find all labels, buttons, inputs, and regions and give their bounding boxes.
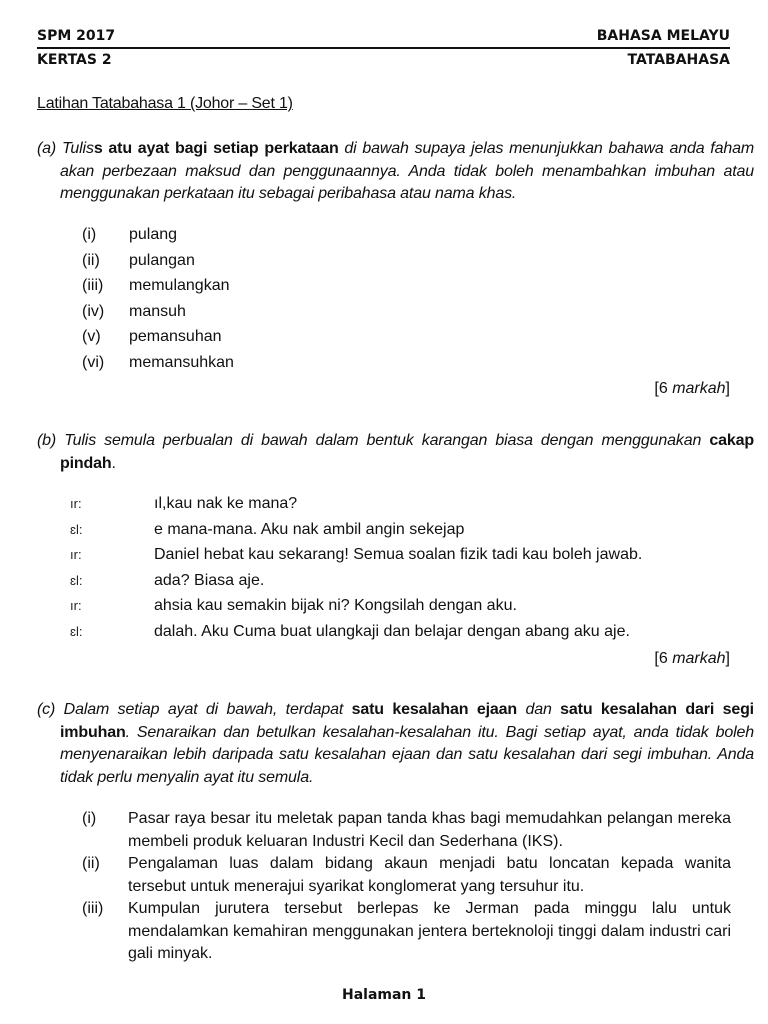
dialog-speaker: ır: (70, 547, 82, 562)
page-header (37, 28, 730, 72)
dialog-line (70, 521, 642, 547)
item-number: (i) (82, 226, 97, 243)
section-b-label: (b) (37, 432, 57, 449)
list-item (82, 808, 731, 853)
item-sentence: Kumpulan jurutera tersebut berlepas ke Jerman pada minggu lalu untuk mendalamkan kemahiran menggunakan jentera berteknoloji tinggi dalam industri cari gali minyak. (128, 900, 731, 962)
section-c-text-3: . Senaraikan dan betulkan kesalahan-kesalahan itu. Bagi setiap ayat, anda tidak boleh menyenaraikan lebih daripada satu kesalahan ejaan dan satu kesalahan dari segi imbuhan. Anda tidak perlu menyalin ayat itu semula. (60, 723, 754, 786)
section-c-bold-1: satu kesalahan ejaan (351, 701, 518, 718)
dialog-speaker: ır: (70, 496, 82, 511)
dialog-text: e mana-mana. Aku nak ambil angin sekejap (154, 520, 465, 538)
list-item (82, 898, 731, 966)
item-number: (iv) (82, 302, 105, 320)
section-a-instructions (37, 138, 754, 206)
section-b-instructions (37, 430, 754, 475)
section-b-text-2: . (111, 454, 116, 472)
dialog-speaker: ɛl: (70, 623, 83, 639)
section-b-marks (654, 650, 730, 668)
marks-prefix: [6 (654, 380, 673, 397)
dialog-text: ahsia kau semakin bijak ni? Kongsilah dengan aku. (154, 597, 517, 614)
section-c-text-1: Dalam setiap ayat di bawah, terdapat (63, 701, 352, 718)
item-number: (ii) (82, 855, 100, 872)
exam-year: SPM 2017 (37, 28, 116, 44)
page-footer: Halaman 1 (341, 987, 427, 1003)
header-row-top (37, 28, 730, 49)
list-item (82, 277, 234, 303)
header-row-bottom (37, 49, 730, 72)
item-word: pulangan (129, 251, 195, 269)
dialog-speaker: ır: (70, 598, 82, 613)
dialog-speaker: ɛl: (70, 572, 83, 588)
section-a-marks (654, 380, 730, 398)
dialog-line (70, 546, 642, 572)
item-number: (iii) (82, 900, 104, 917)
marks-prefix: [6 (654, 650, 673, 667)
dialog-line (70, 572, 642, 598)
item-word: memansuhkan (129, 353, 234, 371)
section-c-label: (c) (37, 701, 56, 718)
item-word: mansuh (129, 302, 186, 320)
item-number: (v) (82, 328, 101, 345)
dialog-text: ıl,kau nak ke mana? (154, 495, 298, 512)
list-item (82, 252, 234, 278)
subject-name: BAHASA MELAYU (596, 28, 730, 44)
dialog-line (70, 495, 642, 521)
section-b-text-bold: cakap pindah (60, 432, 754, 472)
marks-suffix: ] (725, 650, 730, 667)
section-a-text-1: Tulis (61, 140, 94, 157)
section-a-word-list (82, 226, 234, 379)
dialog-line (70, 597, 642, 623)
list-item (82, 303, 234, 329)
item-sentence: Pengalaman luas dalam bidang akaun menjadi batu loncatan kepada wanita tersebut untuk menerajui syarikat konglomerat yang tersuhur itu. (128, 855, 731, 895)
paper-number: KERTAS 2 (37, 52, 112, 68)
marks-word: markah (672, 380, 726, 397)
section-a-label: (a) (37, 140, 57, 157)
dialog-text: Daniel hebat kau sekarang! Semua soalan fizik tadi kau boleh jawab. (154, 546, 643, 563)
list-item (82, 354, 234, 380)
item-sentence: Pasar raya besar itu meletak papan tanda khas bagi memudahkan pelangan mereka membeli produk keluaran Industri Kecil dan Sederhana (IKS). (128, 810, 731, 850)
item-word: memulangkan (129, 277, 230, 294)
marks-word: markah (672, 650, 726, 667)
dialog-speaker: ɛl: (70, 521, 83, 537)
item-word: pemansuhan (129, 328, 222, 345)
section-a-text-bold: s atu ayat bagi setiap perkataan (93, 140, 339, 157)
section-b-text-1: Tulis semula perbualan di bawah dalam bentuk karangan biasa dengan menggunakan (64, 432, 710, 449)
list-item (82, 328, 234, 354)
section-c-instructions (37, 699, 754, 789)
section-c-text-2: dan (517, 701, 561, 718)
dialog-text: ada? Biasa aje. (154, 571, 265, 589)
list-item (82, 853, 731, 898)
item-number: (ii) (82, 251, 100, 269)
section-c-sentence-list (82, 808, 731, 966)
item-word: pulang (129, 226, 178, 243)
marks-suffix: ] (725, 380, 730, 397)
list-item (82, 226, 234, 252)
dialog-text: dalah. Aku Cuma buat ulangkaji dan belajar dengan abang aku aje. (154, 622, 630, 640)
item-number: (iii) (82, 277, 104, 294)
dialog-line (70, 623, 642, 649)
exercise-title: Latihan Tatabahasa 1 (Johor – Set 1) (37, 95, 293, 112)
section-c-bold-2: satu kesalahan dari segi imbuhan (60, 701, 754, 741)
item-number: (vi) (82, 353, 105, 371)
paper-topic: TATABAHASA (627, 52, 730, 68)
section-a-text-2: di bawah supaya jelas menunjukkan bahawa anda faham akan perbezaan maksud dan penggunaannya. Anda tidak boleh menambahkan imbuhan atau menggunakan perkataan itu sebagai peribahasa atau nama khas. (60, 140, 755, 202)
item-number: (i) (82, 810, 97, 827)
section-b-dialog (70, 495, 642, 648)
